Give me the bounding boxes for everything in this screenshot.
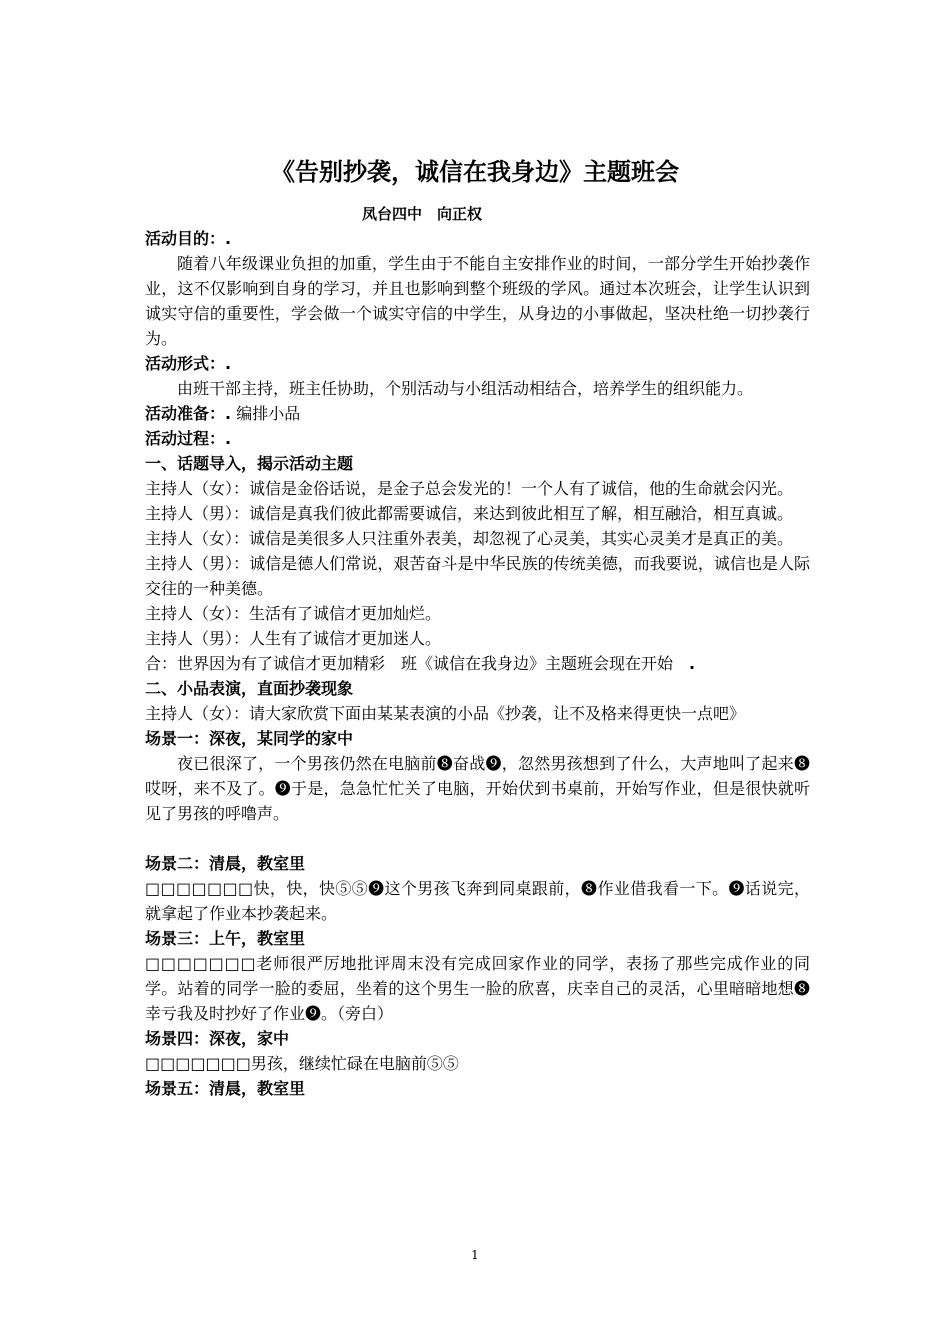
scene-3-text: □□□□□□□老师很严厉地批评周末没有完成回家作业的同学，表扬了那些完成作业的同学。站着的同学一脸的委屈，坐着的这个男生一脸的欣喜，庆幸自己的灵活，心里暗暗地想❽幸亏我及时抄好了作业❾。（旁白） (145, 954, 810, 1023)
author-line: 凤台四中 向正权 (362, 205, 483, 223)
blank-line (145, 826, 810, 851)
purpose-paragraph: 随着八年级课业负担的加重，学生由于不能自主安排作业的时间，一部分学生开始抄袭作业，这不仅影响到自身的学习，并且也影响到整个班级的学风。通过本次班会，让学生认识到诚实守信的重要性，学会做一个诚实守信的中学生，从身边的小事做起，坚决杜绝一切抄袭行为。 (145, 254, 810, 348)
purpose-heading: 活动目的：. (145, 229, 232, 248)
host-line: 主持人（女）：诚信是金俗话说，是金子总会发光的！一个人有了诚信，他的生命就会闪光。 (145, 479, 794, 498)
host-line: 主持人（男）：诚信是德人们常说，艰苦奋斗是中华民族的传统美德，而我要说，诚信也是人际交往的一种美德。 (145, 554, 810, 598)
host-line: 主持人（男）：诚信是真我们彼此都需要诚信，来达到彼此相互了解，相互融洽，相互真诚。 (145, 504, 794, 523)
host-line: 合：世界因为有了诚信才更加精彩 班《诚信在我身边》主题班会现在开始 . (145, 654, 696, 673)
process-heading: 活动过程：. (145, 429, 232, 448)
scene-4-heading: 场景四：深夜，家中 (145, 1029, 290, 1048)
scene-1-heading: 场景一：深夜，某同学的家中 (145, 729, 354, 748)
scene-4-text: □□□□□□□男孩，继续忙碌在电脑前⑤⑤ (145, 1054, 459, 1073)
scene-3-heading: 场景三：上午，教室里 (145, 929, 306, 948)
page-title: 《告别抄袭，诚信在我身边》主题班会 (271, 158, 679, 186)
section-1-heading: 一、话题导入，揭示活动主题 (145, 454, 354, 473)
scene-2-text: □□□□□□□快，快，快⑤⑤❾这个男孩飞奔到同桌跟前，❽作业借我看一下。❾话说完，就拿起了作业本抄袭起来。 (145, 879, 810, 923)
form-paragraph: 由班干部主持，班主任协助，个别活动与小组活动相结合，培养学生的组织能力。 (177, 379, 754, 398)
host-line: 主持人（女）：生活有了诚信才更加灿烂。 (145, 604, 442, 623)
section-2-heading: 二、小品表演，直面抄袭现象 (145, 679, 354, 698)
form-heading: 活动形式：. (145, 354, 232, 373)
scene-1-text: 夜已很深了，一个男孩仍然在电脑前❽奋战❾，忽然男孩想到了什么，大声地叫了起来❽哎呀，来不及了。❾于是，急急忙忙关了电脑，开始伏到书桌前，开始写作业，但是很快就听见了男孩的呼噜声。 (145, 754, 810, 823)
page-number: 1 (471, 1248, 479, 1262)
document-body (145, 226, 810, 1101)
prep-line: 活动准备：. 编排小品 (145, 404, 301, 423)
host-intro: 主持人（女）：请大家欣赏下面由某某表演的小品《抄袭，让不及格来得更快一点吧》 (145, 704, 746, 723)
scene-2-heading: 场景二：清晨，教室里 (145, 854, 306, 873)
host-line: 主持人（女）：诚信是美很多人只注重外表美，却忽视了心灵美，其实心灵美才是真正的美。 (145, 529, 794, 548)
scene-5-heading: 场景五：清晨，教室里 (145, 1079, 306, 1098)
host-line: 主持人（男）：人生有了诚信才更加迷人。 (145, 629, 442, 648)
